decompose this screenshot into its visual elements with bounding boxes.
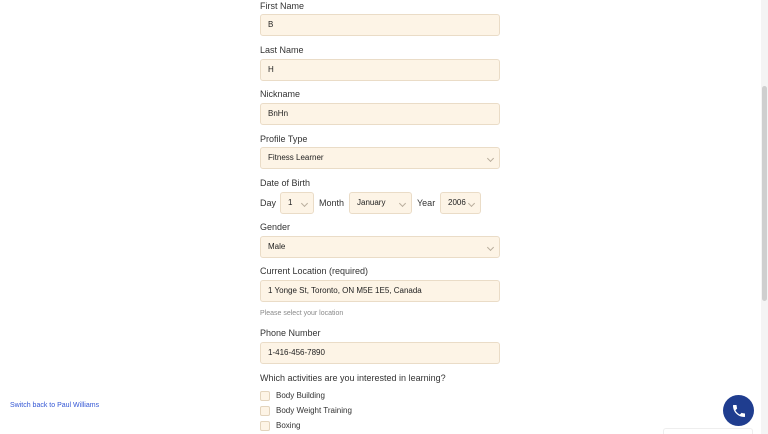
month-label: Month — [319, 198, 345, 208]
nickname-input[interactable]: BnHn — [260, 103, 500, 125]
activity-label: Body Building — [276, 391, 325, 400]
location-label: Current Location (required) — [260, 266, 369, 276]
phone-input[interactable]: 1-416-456-7890 — [260, 342, 500, 364]
profile-type-value: Fitness Learner — [268, 153, 324, 162]
day-label: Day — [260, 198, 277, 208]
activity-checkbox[interactable] — [260, 421, 270, 431]
last-name-label: Last Name — [260, 45, 304, 55]
activity-label: Boxing — [276, 421, 301, 430]
day-value: 1 — [288, 198, 293, 207]
chevron-down-icon — [487, 244, 494, 251]
chevron-down-icon — [487, 155, 494, 162]
gender-value: Male — [268, 242, 286, 251]
page-scrollbar[interactable] — [761, 0, 768, 434]
switch-user-link[interactable]: Switch back to Paul Williams — [10, 402, 100, 409]
month-value: January — [357, 198, 386, 207]
gender-label: Gender — [260, 222, 291, 232]
last-name-input[interactable]: H — [260, 59, 500, 81]
day-select[interactable] — [280, 192, 314, 214]
activity-checkbox[interactable] — [260, 391, 270, 401]
location-input[interactable]: 1 Yonge St, Toronto, ON M5E 1E5, Canada — [260, 280, 500, 302]
gender-select[interactable] — [260, 236, 500, 258]
phone-label: Phone Number — [260, 328, 321, 338]
profile-type-select[interactable] — [260, 147, 500, 169]
phone-icon — [731, 403, 747, 419]
chat-widget-edge — [663, 428, 753, 434]
activities-label: Which activities are you interested in learning? — [260, 373, 446, 383]
year-value: 2006 — [448, 198, 466, 207]
chevron-down-icon — [301, 200, 308, 207]
month-select[interactable] — [349, 192, 412, 214]
scrollbar-thumb[interactable] — [762, 86, 767, 301]
year-select[interactable] — [440, 192, 481, 214]
year-label: Year — [417, 198, 436, 208]
nickname-label: Nickname — [260, 89, 301, 99]
profile-type-label: Profile Type — [260, 134, 308, 144]
activity-checkbox[interactable] — [260, 406, 270, 416]
location-hint: Please select your location — [260, 310, 344, 317]
activity-label: Body Weight Training — [276, 406, 352, 415]
chevron-down-icon — [399, 200, 406, 207]
call-button[interactable] — [723, 395, 754, 426]
dob-label: Date of Birth — [260, 178, 311, 188]
first-name-input[interactable]: B — [260, 14, 500, 36]
first-name-label: First Name — [260, 1, 305, 11]
chevron-down-icon — [468, 200, 475, 207]
